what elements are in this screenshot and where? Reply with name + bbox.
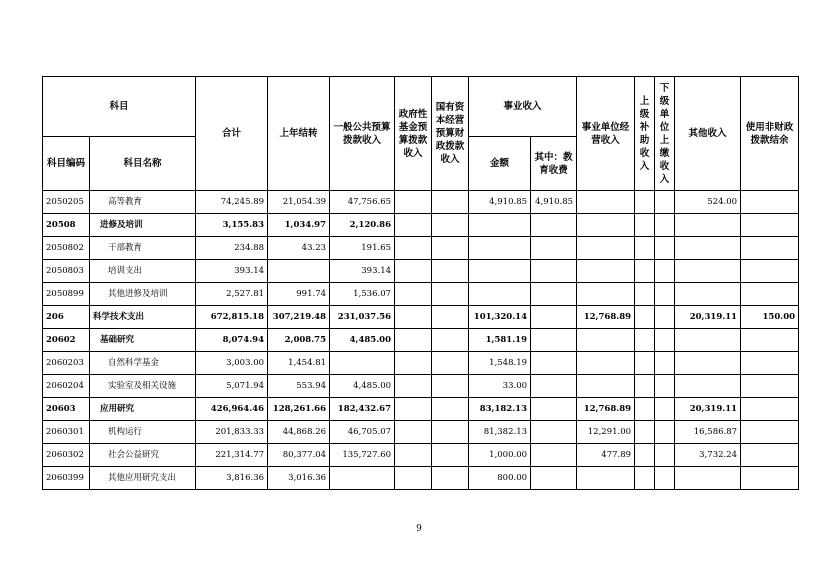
cell-non-fiscal (741, 283, 799, 306)
cell-state-capital (432, 375, 469, 398)
cell-other-income (675, 214, 741, 237)
cell-amount: 800.00 (469, 467, 531, 490)
cell-edu-fee (531, 444, 577, 467)
cell-superior-subsidy (635, 237, 655, 260)
cell-amount: 1,000.00 (469, 444, 531, 467)
row-code: 20508 (43, 214, 90, 237)
cell-gov-fund (395, 306, 432, 329)
cell-subordinate-payment (655, 467, 675, 490)
row-code: 2050803 (43, 260, 90, 283)
cell-total: 3,003.00 (196, 352, 268, 375)
header-subject-code: 科目编码 (43, 137, 90, 191)
cell-state-capital (432, 467, 469, 490)
cell-gov-fund (395, 398, 432, 421)
cell-non-fiscal (741, 352, 799, 375)
cell-superior-subsidy (635, 214, 655, 237)
cell-total: 221,314.77 (196, 444, 268, 467)
cell-non-fiscal (741, 444, 799, 467)
cell-carryover: 553.94 (268, 375, 330, 398)
cell-unit-operating: 12,291.00 (577, 421, 635, 444)
cell-state-capital (432, 352, 469, 375)
cell-total: 426,964.46 (196, 398, 268, 421)
cell-carryover: 2,008.75 (268, 329, 330, 352)
cell-non-fiscal (741, 260, 799, 283)
cell-general-budget (330, 467, 395, 490)
cell-state-capital (432, 214, 469, 237)
table-row (43, 329, 799, 352)
cell-gov-fund (395, 191, 432, 214)
cell-total: 393.14 (196, 260, 268, 283)
cell-unit-operating (577, 329, 635, 352)
cell-superior-subsidy (635, 352, 655, 375)
cell-other-income (675, 375, 741, 398)
row-code: 2060301 (43, 421, 90, 444)
cell-superior-subsidy (635, 467, 655, 490)
cell-carryover: 44,868.26 (268, 421, 330, 444)
table-row (43, 214, 799, 237)
cell-total: 672,815.18 (196, 306, 268, 329)
row-code: 206 (43, 306, 90, 329)
cell-state-capital (432, 444, 469, 467)
cell-subordinate-payment (655, 375, 675, 398)
cell-amount: 1,548.19 (469, 352, 531, 375)
cell-state-capital (432, 398, 469, 421)
row-name: 进修及培训 (90, 214, 196, 237)
cell-total: 74,245.89 (196, 191, 268, 214)
cell-total: 3,816.36 (196, 467, 268, 490)
table-row (43, 283, 799, 306)
cell-non-fiscal (741, 467, 799, 490)
cell-amount: 4,910.85 (469, 191, 531, 214)
header-carryover: 上年结转 (268, 77, 330, 191)
header-state-capital: 国有资本经营预算财政拨款收入 (432, 77, 469, 191)
cell-non-fiscal (741, 214, 799, 237)
cell-edu-fee (531, 283, 577, 306)
cell-amount (469, 260, 531, 283)
row-name: 科学技术支出 (90, 306, 196, 329)
cell-non-fiscal (741, 191, 799, 214)
cell-carryover: 128,261.66 (268, 398, 330, 421)
cell-subordinate-payment (655, 237, 675, 260)
cell-superior-subsidy (635, 260, 655, 283)
cell-unit-operating (577, 283, 635, 306)
cell-superior-subsidy (635, 421, 655, 444)
row-code: 2060302 (43, 444, 90, 467)
cell-non-fiscal (741, 375, 799, 398)
row-name: 培训支出 (90, 260, 196, 283)
cell-gov-fund (395, 421, 432, 444)
cell-other-income (675, 283, 741, 306)
cell-other-income: 524.00 (675, 191, 741, 214)
cell-other-income: 3,732.24 (675, 444, 741, 467)
cell-subordinate-payment (655, 191, 675, 214)
cell-edu-fee (531, 375, 577, 398)
row-name: 机构运行 (90, 421, 196, 444)
table-body (43, 191, 799, 490)
row-name: 其他应用研究支出 (90, 467, 196, 490)
cell-other-income (675, 352, 741, 375)
cell-edu-fee (531, 260, 577, 283)
header-subject: 科目 (43, 77, 196, 137)
cell-gov-fund (395, 214, 432, 237)
cell-edu-fee (531, 237, 577, 260)
row-code: 20603 (43, 398, 90, 421)
cell-amount (469, 283, 531, 306)
cell-superior-subsidy (635, 375, 655, 398)
cell-subordinate-payment (655, 214, 675, 237)
cell-other-income: 20,319.11 (675, 306, 741, 329)
cell-carryover: 307,219.48 (268, 306, 330, 329)
cell-other-income: 20,319.11 (675, 398, 741, 421)
table-row (43, 444, 799, 467)
cell-general-budget: 4,485.00 (330, 375, 395, 398)
cell-amount: 81,382.13 (469, 421, 531, 444)
cell-non-fiscal (741, 329, 799, 352)
cell-general-budget: 46,705.07 (330, 421, 395, 444)
page-number: 9 (416, 524, 422, 534)
cell-carryover: 991.74 (268, 283, 330, 306)
cell-non-fiscal: 150.00 (741, 306, 799, 329)
cell-general-budget: 135,727.60 (330, 444, 395, 467)
cell-unit-operating: 477.89 (577, 444, 635, 467)
cell-unit-operating (577, 375, 635, 398)
cell-amount (469, 237, 531, 260)
row-name: 社会公益研究 (90, 444, 196, 467)
cell-state-capital (432, 421, 469, 444)
cell-non-fiscal (741, 398, 799, 421)
header-superior-subsidy: 上级补助收入 (635, 77, 655, 191)
header-other-income: 其他收入 (675, 77, 741, 191)
cell-state-capital (432, 260, 469, 283)
cell-amount: 83,182.13 (469, 398, 531, 421)
cell-amount: 101,320.14 (469, 306, 531, 329)
cell-superior-subsidy (635, 283, 655, 306)
cell-other-income (675, 237, 741, 260)
cell-general-budget: 47,756.65 (330, 191, 395, 214)
header-gov-fund: 政府性基金预算拨款收入 (395, 77, 432, 191)
table-row (43, 191, 799, 214)
row-name: 自然科学基金 (90, 352, 196, 375)
cell-gov-fund (395, 329, 432, 352)
row-name: 干部教育 (90, 237, 196, 260)
budget-income-table (42, 76, 799, 490)
cell-subordinate-payment (655, 260, 675, 283)
header-amount: 金额 (469, 137, 531, 191)
cell-state-capital (432, 283, 469, 306)
header-subject-name: 科目名称 (90, 137, 196, 191)
cell-superior-subsidy (635, 444, 655, 467)
cell-gov-fund (395, 467, 432, 490)
row-code: 2050802 (43, 237, 90, 260)
row-name: 实验室及相关设施 (90, 375, 196, 398)
cell-total: 201,833.33 (196, 421, 268, 444)
cell-total: 8,074.94 (196, 329, 268, 352)
table-row (43, 352, 799, 375)
cell-amount: 33.00 (469, 375, 531, 398)
cell-subordinate-payment (655, 306, 675, 329)
cell-unit-operating: 12,768.89 (577, 398, 635, 421)
cell-carryover: 3,016.36 (268, 467, 330, 490)
row-code: 2060203 (43, 352, 90, 375)
cell-unit-operating (577, 214, 635, 237)
cell-edu-fee (531, 329, 577, 352)
cell-total: 2,527.81 (196, 283, 268, 306)
cell-general-budget: 231,037.56 (330, 306, 395, 329)
row-code: 2050899 (43, 283, 90, 306)
cell-state-capital (432, 329, 469, 352)
cell-general-budget: 393.14 (330, 260, 395, 283)
cell-state-capital (432, 237, 469, 260)
cell-gov-fund (395, 237, 432, 260)
table-row (43, 237, 799, 260)
cell-superior-subsidy (635, 329, 655, 352)
row-name: 应用研究 (90, 398, 196, 421)
cell-total: 5,071.94 (196, 375, 268, 398)
cell-superior-subsidy (635, 191, 655, 214)
cell-subordinate-payment (655, 329, 675, 352)
cell-superior-subsidy (635, 398, 655, 421)
table-row (43, 421, 799, 444)
cell-edu-fee (531, 398, 577, 421)
table-row (43, 467, 799, 490)
cell-gov-fund (395, 352, 432, 375)
cell-superior-subsidy (635, 306, 655, 329)
cell-state-capital (432, 306, 469, 329)
cell-edu-fee (531, 421, 577, 444)
table-row (43, 260, 799, 283)
table-row (43, 398, 799, 421)
cell-general-budget: 182,432.67 (330, 398, 395, 421)
cell-non-fiscal (741, 421, 799, 444)
cell-subordinate-payment (655, 283, 675, 306)
header-business-income: 事业收入 (469, 77, 577, 137)
header-general-budget: 一般公共预算拨款收入 (330, 77, 395, 191)
cell-subordinate-payment (655, 398, 675, 421)
cell-other-income (675, 260, 741, 283)
cell-total: 3,155.83 (196, 214, 268, 237)
cell-unit-operating (577, 352, 635, 375)
cell-general-budget: 1,536.07 (330, 283, 395, 306)
cell-edu-fee: 4,910.85 (531, 191, 577, 214)
row-code: 2060204 (43, 375, 90, 398)
cell-general-budget: 4,485.00 (330, 329, 395, 352)
cell-subordinate-payment (655, 352, 675, 375)
cell-other-income (675, 329, 741, 352)
row-code: 2060399 (43, 467, 90, 490)
cell-other-income (675, 467, 741, 490)
header-unit-operating: 事业单位经营收入 (577, 77, 635, 191)
cell-gov-fund (395, 283, 432, 306)
row-name: 其他进修及培训 (90, 283, 196, 306)
cell-carryover: 1,454.81 (268, 352, 330, 375)
table-row (43, 306, 799, 329)
cell-gov-fund (395, 444, 432, 467)
row-code: 20602 (43, 329, 90, 352)
cell-state-capital (432, 191, 469, 214)
header-of-which-edu: 其中：教育收费 (531, 137, 577, 191)
cell-gov-fund (395, 375, 432, 398)
cell-general-budget: 191.65 (330, 237, 395, 260)
header-total: 合计 (196, 77, 268, 191)
cell-carryover: 43.23 (268, 237, 330, 260)
cell-carryover: 21,054.39 (268, 191, 330, 214)
cell-amount: 1,581.19 (469, 329, 531, 352)
cell-general-budget (330, 352, 395, 375)
row-name: 基础研究 (90, 329, 196, 352)
cell-carryover: 1,034.97 (268, 214, 330, 237)
cell-edu-fee (531, 214, 577, 237)
header-non-fiscal-balance: 使用非财政拨款结余 (741, 77, 799, 191)
header-subordinate-payment: 下级单位上缴收入 (655, 77, 675, 191)
cell-unit-operating (577, 237, 635, 260)
cell-unit-operating (577, 260, 635, 283)
cell-general-budget: 2,120.86 (330, 214, 395, 237)
cell-carryover: 80,377.04 (268, 444, 330, 467)
cell-edu-fee (531, 352, 577, 375)
cell-subordinate-payment (655, 421, 675, 444)
cell-edu-fee (531, 467, 577, 490)
cell-amount (469, 214, 531, 237)
table-row (43, 375, 799, 398)
cell-unit-operating (577, 191, 635, 214)
cell-unit-operating (577, 467, 635, 490)
cell-subordinate-payment (655, 444, 675, 467)
row-name: 高等教育 (90, 191, 196, 214)
cell-non-fiscal (741, 237, 799, 260)
row-code: 2050205 (43, 191, 90, 214)
cell-edu-fee (531, 306, 577, 329)
cell-carryover (268, 260, 330, 283)
cell-total: 234.88 (196, 237, 268, 260)
cell-unit-operating: 12,768.89 (577, 306, 635, 329)
cell-other-income: 16,586.87 (675, 421, 741, 444)
cell-gov-fund (395, 260, 432, 283)
